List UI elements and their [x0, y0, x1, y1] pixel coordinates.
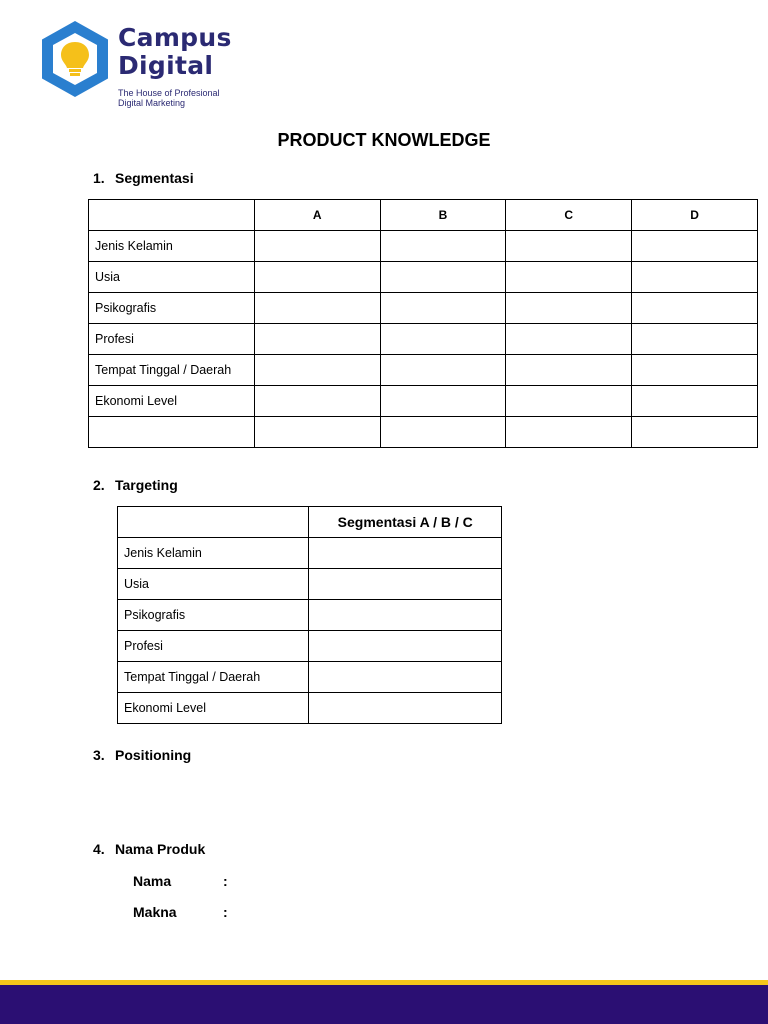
- footer-purple-bar: [0, 985, 768, 1024]
- page-title: PRODUCT KNOWLEDGE: [277, 130, 491, 150]
- row-label: Jenis Kelamin: [89, 231, 255, 262]
- table-cell: [380, 262, 506, 293]
- table-cell: [632, 324, 758, 355]
- column-header: B: [380, 200, 506, 231]
- table-header-row: [89, 200, 758, 231]
- table-cell: [254, 417, 380, 448]
- row-label: Tempat Tinggal / Daerah: [89, 355, 255, 386]
- field-colon: :: [223, 873, 228, 889]
- row-label: Psikografis: [89, 293, 255, 324]
- table-cell: [506, 231, 632, 262]
- table-row: [118, 662, 502, 693]
- table-cell: [309, 538, 502, 569]
- segmentasi-table: [88, 199, 758, 448]
- table-row: [118, 693, 502, 724]
- column-header: D: [632, 200, 758, 231]
- row-label: [89, 417, 255, 448]
- row-label: Ekonomi Level: [118, 693, 309, 724]
- logo-tagline: Digital Marketing: [118, 98, 186, 108]
- table-cell: [309, 693, 502, 724]
- table-row: [89, 293, 758, 324]
- table-cell: [506, 386, 632, 417]
- table-cell: [506, 293, 632, 324]
- table-cell: [632, 355, 758, 386]
- row-label: Jenis Kelamin: [118, 538, 309, 569]
- table-cell: [380, 231, 506, 262]
- table-cell: [254, 231, 380, 262]
- logo-wordmark-digital: Digital: [118, 51, 214, 80]
- table-cell: [254, 386, 380, 417]
- table-row: [89, 355, 758, 386]
- section-heading-segmentasi: [93, 170, 194, 186]
- table-cell: [506, 355, 632, 386]
- table-cell: [380, 355, 506, 386]
- section-heading-label: Nama Produk: [115, 841, 206, 857]
- table-cell: [380, 293, 506, 324]
- table-cell: [254, 293, 380, 324]
- table-cell: [632, 231, 758, 262]
- row-label: Tempat Tinggal / Daerah: [118, 662, 309, 693]
- campus-digital-logo: [40, 20, 260, 120]
- section-heading-label: Segmentasi: [115, 170, 194, 186]
- column-header: Segmentasi A / B / C: [309, 507, 502, 538]
- table-cell: [632, 262, 758, 293]
- section-number: 1.: [93, 170, 105, 186]
- field-label: Makna: [133, 904, 177, 920]
- table-cell: [309, 662, 502, 693]
- table-cell: [632, 386, 758, 417]
- table-cell: [309, 631, 502, 662]
- row-label: Usia: [89, 262, 255, 293]
- column-header: [118, 507, 309, 538]
- lightbulb-shield-icon: [40, 20, 110, 98]
- column-header: A: [254, 200, 380, 231]
- table-cell: [309, 600, 502, 631]
- table-row: [118, 569, 502, 600]
- table-cell: [254, 262, 380, 293]
- table-row: [89, 324, 758, 355]
- table-cell: [254, 355, 380, 386]
- section-heading-targeting: [93, 477, 178, 493]
- table-cell: [506, 417, 632, 448]
- table-row: [89, 386, 758, 417]
- table-cell: [254, 324, 380, 355]
- targeting-table: [117, 506, 502, 724]
- table-row: [89, 417, 758, 448]
- field-makna: [133, 904, 228, 920]
- table-cell: [506, 262, 632, 293]
- row-label: Profesi: [89, 324, 255, 355]
- section-number: 3.: [93, 747, 105, 763]
- row-label: Psikografis: [118, 600, 309, 631]
- section-heading-label: Positioning: [115, 747, 192, 763]
- table-cell: [380, 386, 506, 417]
- field-label: Nama: [133, 873, 172, 889]
- section-number: 4.: [93, 841, 105, 857]
- table-cell: [632, 417, 758, 448]
- table-cell: [380, 417, 506, 448]
- field-colon: :: [223, 904, 228, 920]
- table-cell: [309, 569, 502, 600]
- table-row: [89, 231, 758, 262]
- section-heading-label: Targeting: [115, 477, 178, 493]
- table-row: [118, 600, 502, 631]
- section-heading-positioning: [93, 747, 191, 763]
- column-header: [89, 200, 255, 231]
- section-number: 2.: [93, 477, 105, 493]
- row-label: Ekonomi Level: [89, 386, 255, 417]
- table-cell: [632, 293, 758, 324]
- logo-wordmark-campus: Campus: [118, 23, 232, 52]
- field-nama: [133, 873, 228, 889]
- table-row: [118, 538, 502, 569]
- logo-tagline: The House of Profesional: [118, 88, 220, 98]
- column-header: C: [506, 200, 632, 231]
- table-header-row: [118, 507, 502, 538]
- row-label: Usia: [118, 569, 309, 600]
- table-cell: [506, 324, 632, 355]
- table-row: [89, 262, 758, 293]
- section-heading-nama-produk: [93, 841, 205, 857]
- table-cell: [380, 324, 506, 355]
- row-label: Profesi: [118, 631, 309, 662]
- table-row: [118, 631, 502, 662]
